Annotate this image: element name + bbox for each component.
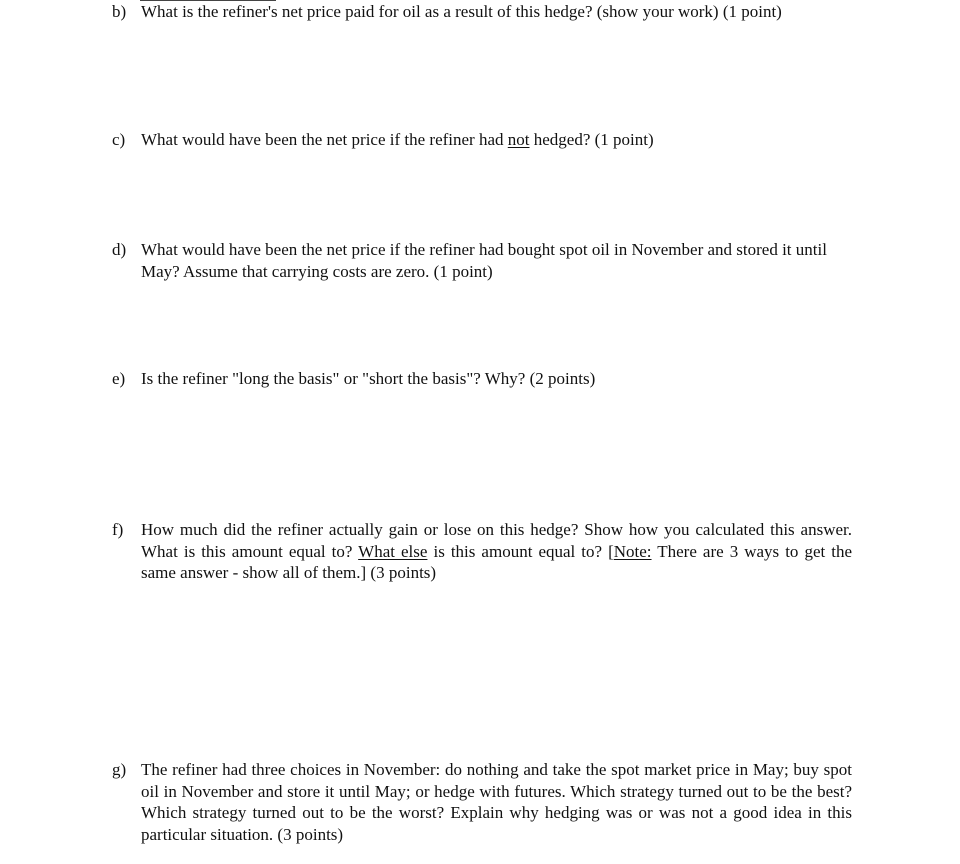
question-f-text-1: How much did the refiner actually gain or lose on this hedge? Show how you calculated this answer. What is this amount equal to? xyxy=(141,520,852,561)
question-c-text xyxy=(141,129,852,151)
question-f-underlined-note: Note: xyxy=(613,541,652,561)
question-d-label: d) xyxy=(112,240,127,259)
question-f-underlined-what-else: What else xyxy=(358,541,428,561)
question-f xyxy=(112,519,852,584)
question-d xyxy=(112,239,852,282)
question-g-label: g) xyxy=(112,760,127,779)
question-e-text: Is the refiner "long the basis" or "short the basis"? Why? (2 points) xyxy=(141,369,596,388)
question-b xyxy=(112,1,852,23)
question-f-label: f) xyxy=(112,520,124,539)
question-c-text-before: What would have been the net price if the refiner had xyxy=(141,130,508,149)
question-d-text: What would have been the net price if the refiner had bought spot oil in November and stored it until May? Assume that carrying costs are zero. (1 point) xyxy=(141,240,827,281)
question-c-text-after: hedged? (1 point) xyxy=(529,130,654,149)
question-f-text xyxy=(141,519,852,584)
question-e-label: e) xyxy=(112,369,126,388)
question-f-text-2: is this amount equal to? [ xyxy=(427,541,614,561)
question-c-underlined-not: not xyxy=(507,130,530,149)
question-b-label: b) xyxy=(112,2,127,21)
question-g xyxy=(112,759,852,845)
question-b-text: What is the refiner's net price paid for oil as a result of this hedge? (show your work) (1 point) xyxy=(141,2,782,21)
question-c-label: c) xyxy=(112,130,126,149)
question-e xyxy=(112,368,852,390)
question-c xyxy=(112,129,852,151)
question-f-text-3: There are 3 ways to get the same answer - show all of them.] (3 points) xyxy=(141,541,853,582)
question-g-text: The refiner had three choices in November: do nothing and take the spot market price in May; buy spot oil in November and store it until May; or hedge with futures. Which strategy turned out to be the best? Which strategy turned out to be the worst? Explain why hedging was or was not a good idea in this particular situation. (3 points) xyxy=(141,760,852,844)
